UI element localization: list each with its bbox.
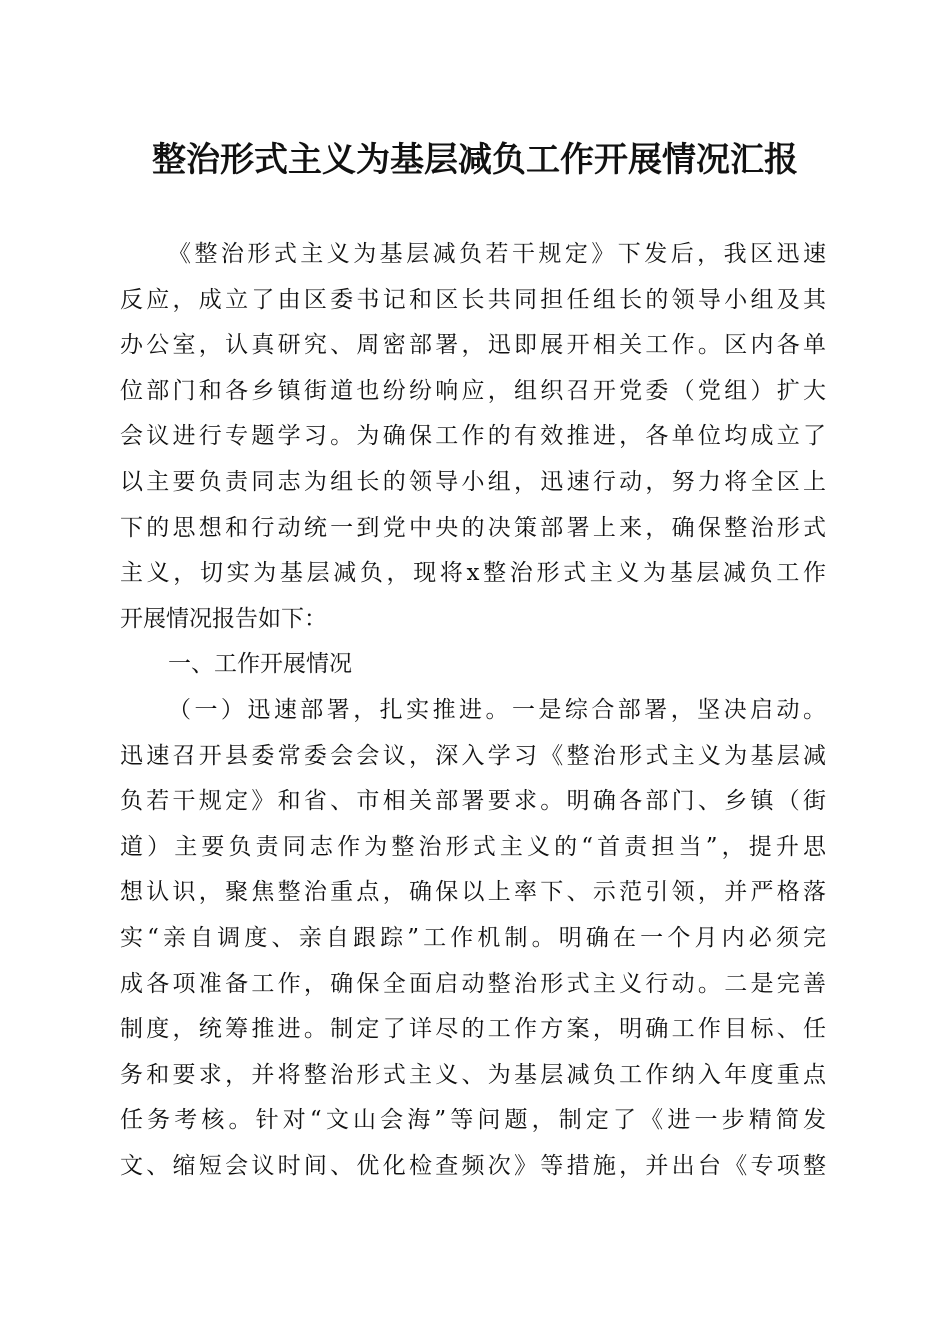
paragraph-line: 实“亲自调度、亲自跟踪”工作机制。明确在一个月内必须完 bbox=[120, 924, 826, 951]
paragraph-line: 迅速召开县委常委会会议，深入学习《整治形式主义为基层减 bbox=[120, 742, 826, 769]
paragraph-line: 位部门和各乡镇街道也纷纷响应，组织召开党委（党组）扩大 bbox=[120, 377, 826, 404]
paragraph-line: 想认识，聚焦整治重点，确保以上率下、示范引领，并严格落 bbox=[120, 879, 826, 906]
document-body bbox=[120, 232, 826, 1189]
subsection-first-line-text: 一是综合部署，坚决启动。 bbox=[511, 696, 826, 723]
document-title: 整治形式主义为基层减负工作开展情况汇报 bbox=[152, 140, 798, 180]
paragraph-line: 文、缩短会议时间、优化检查频次》等措施，并出台《专项整 bbox=[120, 1152, 826, 1179]
paragraph-line: 成各项准备工作，确保全面启动整治形式主义行动。二是完善 bbox=[120, 970, 826, 997]
paragraph-line: 负若干规定》和省、市相关部署要求。明确各部门、乡镇（街 bbox=[120, 788, 826, 815]
paragraph-line: 以主要负责同志为组长的领导小组，迅速行动，努力将全区上 bbox=[120, 468, 826, 495]
subsection-heading: （一）迅速部署，扎实推进。 bbox=[168, 696, 512, 723]
paragraph-line: 反应，成立了由区委书记和区长共同担任组长的领导小组及其 bbox=[120, 286, 826, 313]
paragraph-line: 主义，切实为基层减负，现将x整治形式主义为基层减负工作 bbox=[120, 560, 826, 587]
section-heading: 一、工作开展情况 bbox=[168, 651, 352, 678]
paragraph-line: 务和要求，并将整治形式主义、为基层减负工作纳入年度重点 bbox=[120, 1061, 826, 1088]
paragraph-line: 办公室，认真研究、周密部署，迅即展开相关工作。区内各单 bbox=[120, 332, 826, 359]
paragraph-line: 道）主要负责同志作为整治形式主义的“首责担当”，提升思 bbox=[120, 833, 826, 860]
paragraph-line: 《整治形式主义为基层减负若干规定》下发后，我区迅速 bbox=[168, 241, 826, 267]
subsection-first-line bbox=[120, 688, 826, 734]
paragraph-line: 会议进行专题学习。为确保工作的有效推进，各单位均成立了 bbox=[120, 423, 826, 450]
paragraph-line: 制度，统筹推进。制定了详尽的工作方案，明确工作目标、任 bbox=[120, 1016, 826, 1043]
paragraph-line: 下的思想和行动统一到党中央的决策部署上来，确保整治形式 bbox=[120, 514, 826, 541]
paragraph-line: 任务考核。针对“文山会海”等问题，制定了《进一步精简发 bbox=[120, 1107, 826, 1134]
paragraph-line: 开展情况报告如下： bbox=[120, 605, 327, 632]
